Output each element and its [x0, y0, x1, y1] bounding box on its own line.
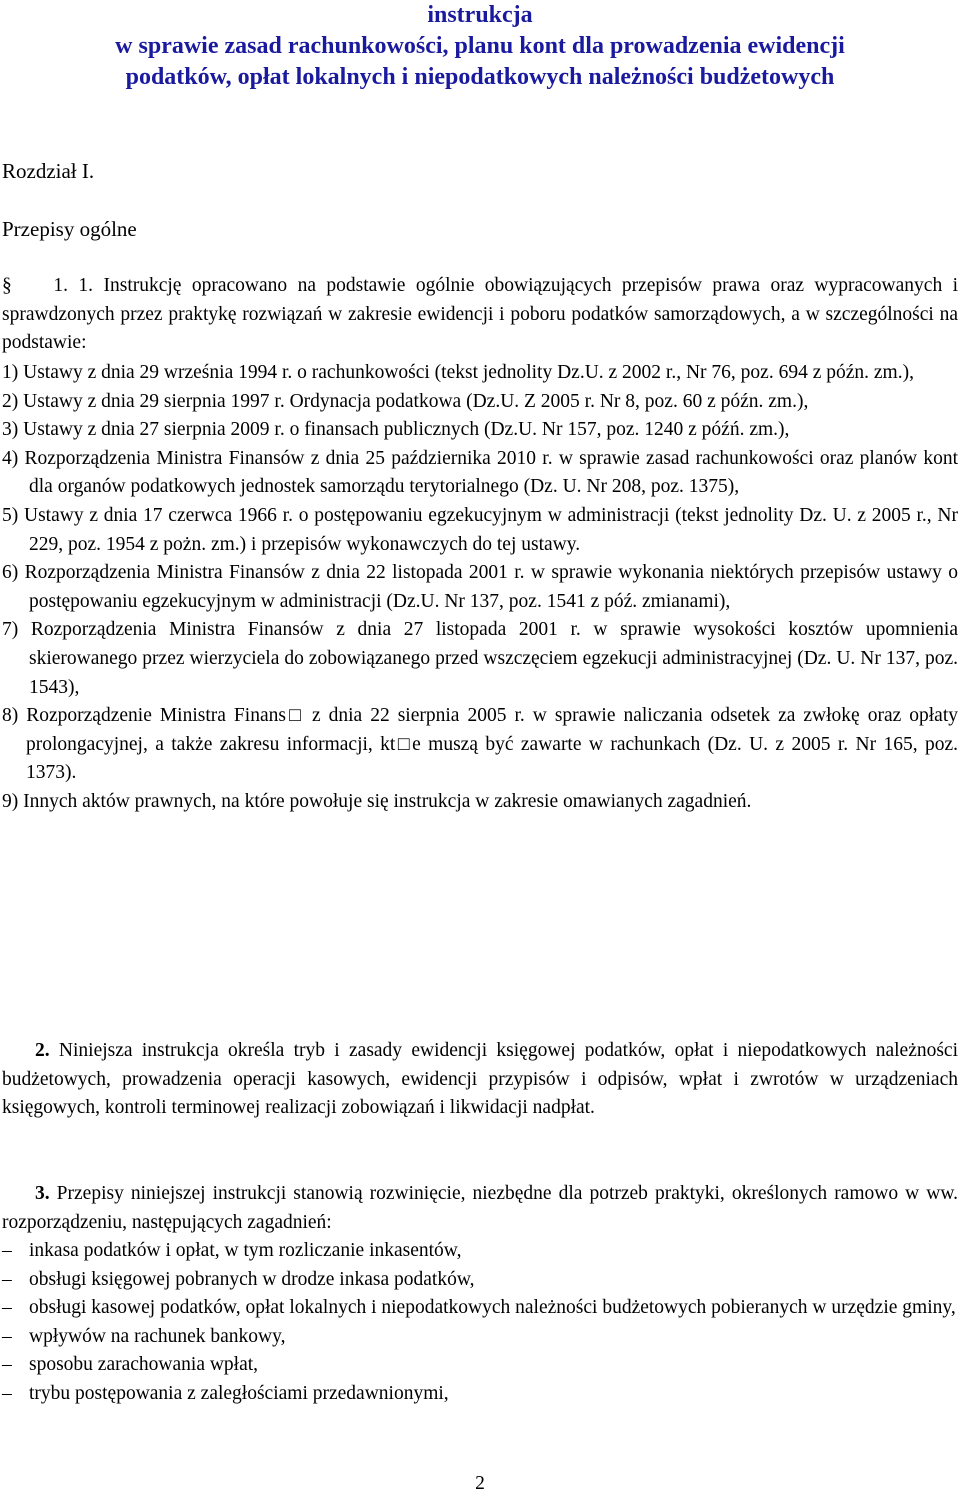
title-line-1: instrukcja	[427, 2, 533, 28]
topic-item	[2, 1294, 958, 1323]
dash-marker: –	[2, 1268, 12, 1290]
legal-act-item: 9) Innych aktów prawnych, na które powołuje się instrukcja w zakresie omawianych zagadnień.	[2, 790, 752, 812]
legal-act-item: 7) Rozporządzenia Ministra Finansów z dnia 27 listopada 2001 r. w sprawie wysokości kosztów upomnienia skierowanego przez wierzyciela do zobowiązanego przed wszczęciem egzekucji administracyjnej (Dz. U. Nr 137, poz. 1543),	[2, 619, 958, 698]
legal-act-item: 4) Rozporządzenia Ministra Finansów z dnia 25 października 2010 r. w sprawie zasad rachunkowości oraz planów kont dla organów podatkowych jednostek samorządu terytorialnego (Dz. U. Nr 208, poz. 1375),	[2, 447, 958, 498]
topic-item	[2, 1351, 958, 1380]
title-line-2: w sprawie zasad rachunkowości, planu kont dla prowadzenia ewidencji	[115, 33, 845, 59]
topic-item	[2, 1266, 958, 1295]
topic-item	[2, 1380, 958, 1409]
intro-text: Instrukcję opracowano na podstawie ogólnie obowiązujących przepisów prawa oraz wypracowanych i sprawdzonych przez praktykę rozwiązań w zakresie ewidencji i poboru podatków samorządowych, a w szczególności na podstawie:	[2, 275, 959, 354]
topics-list	[2, 1237, 958, 1409]
paragraph-2-text: Niniejsza instrukcja określa tryb i zasady ewidencji księgowej podatków, opłat i niepodatkowych należności budżetowych, prowadzenia operacji kasowych, ewidencji przypisów i odpisów, wpłat i zwrotów w urządzeniach księgowych, kontroli terminowej realizacji zobowiązań i likwidacji nadpłat.	[2, 1040, 959, 1119]
page-number: 2	[475, 1473, 485, 1494]
paragraph-2-number: 2.	[35, 1040, 50, 1061]
dash-marker: –	[2, 1297, 12, 1319]
topic-text: sposobu zarachowania wpłat,	[29, 1354, 259, 1376]
dash-marker: –	[2, 1325, 12, 1347]
intro-prefix: 1. 1.	[53, 275, 94, 296]
document-title	[0, 0, 960, 93]
dash-marker: –	[2, 1354, 12, 1376]
section-heading: Przepisy ogólne	[2, 217, 137, 241]
topic-text: wpływów na rachunek bankowy,	[29, 1325, 286, 1347]
paragraph-3	[2, 1180, 958, 1237]
topic-item	[2, 1323, 958, 1352]
chapter-heading: Rozdział I.	[2, 159, 95, 183]
title-line-3: podatków, opłat lokalnych i niepodatkowych należności budżetowych	[125, 64, 835, 90]
paragraph-3-text: Przepisy niniejszej instrukcji stanowią rozwinięcie, niezbędne dla potrzeb praktyki, określonych ramowo w ww. rozporządzeniu, następujących zagadnień:	[2, 1183, 959, 1233]
legal-act-item: 6) Rozporządzenia Ministra Finansów z dnia 22 listopada 2001 r. w sprawie wykonania niektórych przepisów ustawy o postępowaniu egzekucyjnym w administracji (Dz.U. Nr 137, poz. 1541 z póź. zmianami),	[2, 562, 958, 612]
paragraph-3-number: 3.	[35, 1183, 50, 1204]
intro-paragraph	[2, 272, 958, 358]
paragraph-2	[2, 1037, 958, 1123]
dash-marker: –	[2, 1382, 12, 1404]
topic-item	[2, 1237, 958, 1266]
legal-act-item: 1) Ustawy z dnia 29 września 1994 r. o rachunkowości (tekst jednolity Dz.U. z 2002 r., Nr 76, poz. 694 z późn. zm.),	[2, 362, 914, 383]
legal-act-item: 2) Ustawy z dnia 29 sierpnia 1997 r. Ordynacja podatkowa (Dz.U. Z 2005 r. Nr 8, poz. 60 z późn. zm.),	[2, 390, 809, 412]
topic-text: obsługi księgowej pobranych w drodze inkasa podatków,	[29, 1268, 475, 1290]
topic-text: inkasa podatków i opłat, w tym rozliczanie inkasentów,	[29, 1240, 462, 1261]
legal-acts-list	[2, 359, 958, 817]
legal-act-item: 3) Ustawy z dnia 27 sierpnia 2009 r. o finansach publicznych (Dz.U. Nr 157, poz. 1240 z późń. zm.),	[2, 419, 790, 441]
legal-act-item: 8) Rozporządzenie Ministra Finans□ z dnia 22 sierpnia 2005 r. w sprawie naliczania odsetek za zwłokę oraz opłaty prolongacyjnej, a także zakresu informacji, kt□e muszą być zawarte w rachunkach (Dz. U. z 2005 r. Nr 165, poz. 1373).	[2, 705, 958, 784]
topic-text: obsługi kasowej podatków, opłat lokalnych i niepodatkowych należności budżetowych pobieranych w urzędzie gminy,	[29, 1297, 956, 1319]
topic-text: trybu postępowania z zaległościami przedawnionymi,	[29, 1382, 449, 1404]
legal-act-item: 5) Ustawy z dnia 17 czerwca 1966 r. o postępowaniu egzekucyjnym w administracji (tekst jednolity Dz. U. z 2005 r., Nr 229, poz. 1954 z pożn. zm.) i przepisów wykonawczych do tej ustawy.	[2, 504, 958, 555]
dash-marker: –	[2, 1240, 12, 1261]
section-sign: §	[2, 275, 12, 296]
